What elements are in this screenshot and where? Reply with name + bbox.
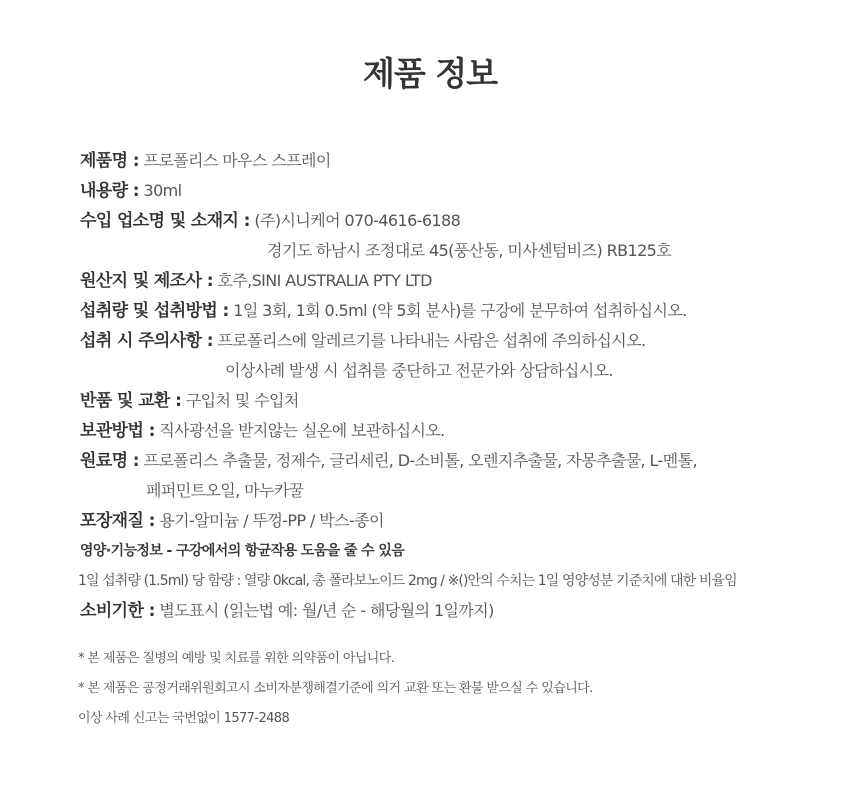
function-title: 영양·기능정보 - 구강에서의 항균작용 도움을 줄 수 있음 (80, 543, 405, 559)
info-value: 용기-알미늄 / 뚜껑-PP / 박스-종이 (159, 511, 384, 530)
info-value: 1일 3회, 1회 0.5ml (약 5회 분사)를 구강에 분무하여 섭취하십시오. (233, 301, 687, 320)
info-row-storage (80, 416, 840, 446)
info-label: 섭취량 및 섭취방법 : (80, 301, 229, 321)
info-label: 수입 업소명 및 소재지 : (80, 211, 250, 231)
info-label: 제품명 : (80, 151, 139, 171)
info-value: 별도표시 (읽는법 예: 월/년 순 - 해당월의 1일까지) (159, 601, 494, 620)
importer-address: 경기도 하남시 조정대로 45(풍산동, 미사센텀비즈) RB125호 (267, 241, 672, 260)
info-label: 소비기한 : (80, 601, 155, 621)
info-label: 보관방법 : (80, 421, 155, 441)
info-label: 반품 및 교환 : (80, 391, 182, 411)
info-row-packaging (80, 506, 840, 536)
info-label: 원산지 및 제조사 : (80, 271, 213, 291)
info-row-importer (80, 206, 840, 236)
info-label: 내용량 : (80, 181, 139, 201)
caution-line2: 이상사례 발생 시 섭취를 중단하고 전문가와 상담하십시오. (225, 361, 613, 380)
notes-section (78, 644, 838, 734)
info-value: 프로폴리스 마우스 스프레이 (143, 151, 331, 170)
info-row-intake (80, 296, 840, 326)
note-refund-policy: * 본 제품은 공정거래위원회고시 소비자분쟁해결기준에 의거 교환 또는 환불 받으실 수 있습니다. (78, 681, 593, 696)
info-row-volume (80, 176, 840, 206)
info-row-caution (80, 326, 840, 356)
info-row-ingredients (80, 446, 840, 476)
product-info-list (80, 146, 840, 626)
info-value: 프로폴리스에 알레르기를 나타내는 사람은 섭취에 주의하십시오. (217, 331, 646, 350)
ingredients-line2: 페퍼민트오일, 마누카꿀 (146, 481, 304, 500)
function-text: 1일 섭취량 (1.5ml) 당 함량 : 열량 0kcal, 총 폴라보노이드 2mg / ※()안의 수치는 1일 영양성분 기준치에 대한 비율임 (78, 573, 737, 589)
info-value: 직사광선을 받지않는 실온에 보관하십시오. (159, 421, 445, 440)
info-row-returns (80, 386, 840, 416)
info-value: 구입처 및 수입처 (185, 391, 299, 410)
info-value: 30ml (143, 181, 182, 200)
info-row-expiry (80, 596, 840, 626)
info-label: 원료명 : (80, 451, 139, 471)
info-value: 호주,SINI AUSTRALIA PTY LTD (217, 271, 432, 290)
note-not-medicine: * 본 제품은 질병의 예방 및 치료를 위한 의약품이 아닙니다. (78, 651, 395, 666)
info-row-product-name (80, 146, 840, 176)
info-row-origin (80, 266, 840, 296)
info-label: 포장재질 : (80, 511, 155, 531)
info-value: (주)시니케어 070-4616-6188 (254, 211, 461, 230)
note-report-contact: 이상 사례 신고는 국번없이 1577-2488 (78, 711, 290, 726)
info-label: 섭취 시 주의사항 : (80, 331, 213, 351)
page-title: 제품 정보 (362, 54, 497, 93)
info-value: 프로폴리스 추출물, 정제수, 글리세린, D-소비톨, 오렌지추출물, 자몽추출물, L-멘톨, (143, 451, 697, 470)
